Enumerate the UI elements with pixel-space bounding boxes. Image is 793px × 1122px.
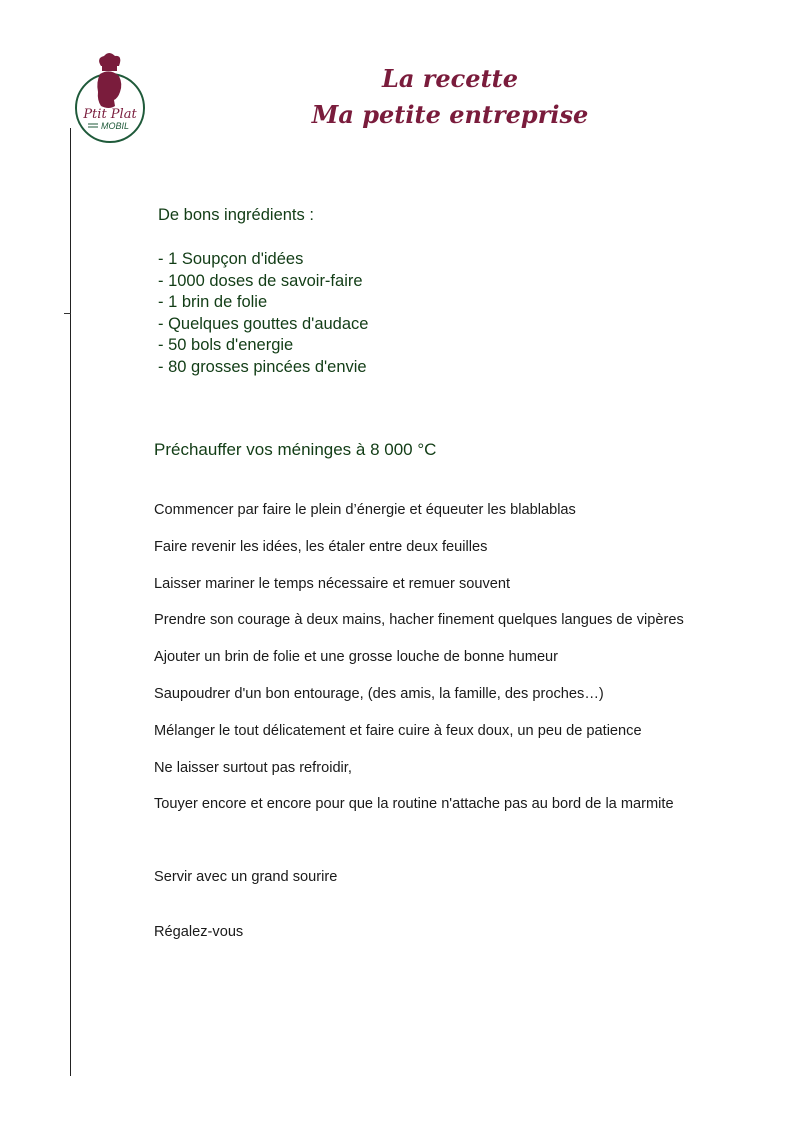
chef-logo-icon [68, 52, 152, 144]
recipe-subtitle: Ma petite entreprise [311, 100, 589, 129]
step-item: Laisser mariner le temps nécessaire et remuer souvent [154, 575, 511, 592]
step-item: Faire revenir les idées, les étaler entre deux feuilles [154, 538, 488, 555]
step-item: Saupoudrer d'un bon entourage, (des amis, la famille, des proches…) [154, 685, 604, 702]
ingredient-item: - 80 grosses pincées d'envie [158, 357, 367, 376]
step-item: Commencer par faire le plein d’énergie et équeuter les blablablas [154, 502, 576, 518]
ingredient-item: - Quelques gouttes d'audace [158, 314, 369, 333]
ingredient-item: - 50 bols d'energie [158, 336, 294, 355]
steps-list [154, 500, 684, 831]
ingredients-heading: De bons ingrédients : [158, 206, 314, 224]
ingredients-list [158, 249, 368, 379]
brand-logo [68, 52, 152, 144]
margin-rule [70, 128, 71, 1076]
step-item: Mélanger le tout délicatement et faire cuire à feux doux, un peu de patience [154, 722, 642, 739]
margin-tick [64, 313, 71, 314]
preheat-instruction: Préchauffer vos méninges à 8 000 °C [154, 440, 437, 459]
step-item: Prendre son courage à deux mains, hacher finement quelques langues de vipères [154, 612, 684, 629]
logo-text: Ptit Plat [83, 107, 137, 122]
ingredient-item: - 1000 doses de savoir-faire [158, 271, 363, 290]
logo-subtext: MOBIL [100, 121, 130, 131]
ingredient-item: - 1 Soupçon d'idées [158, 250, 304, 268]
step-item: Ajouter un brin de folie et une grosse louche de bonne humeur [154, 649, 559, 666]
enjoy-line: Régalez-vous [154, 924, 244, 940]
recipe-title: La recette [381, 64, 519, 93]
step-item: Touyer encore et encore pour que la routine n'attache pas au bord de la marmite [154, 796, 674, 813]
ingredient-item: - 1 brin de folie [158, 293, 268, 312]
step-item: Ne laisser surtout pas refroidir, [154, 759, 352, 776]
serve-instruction: Servir avec un grand sourire [154, 869, 338, 885]
